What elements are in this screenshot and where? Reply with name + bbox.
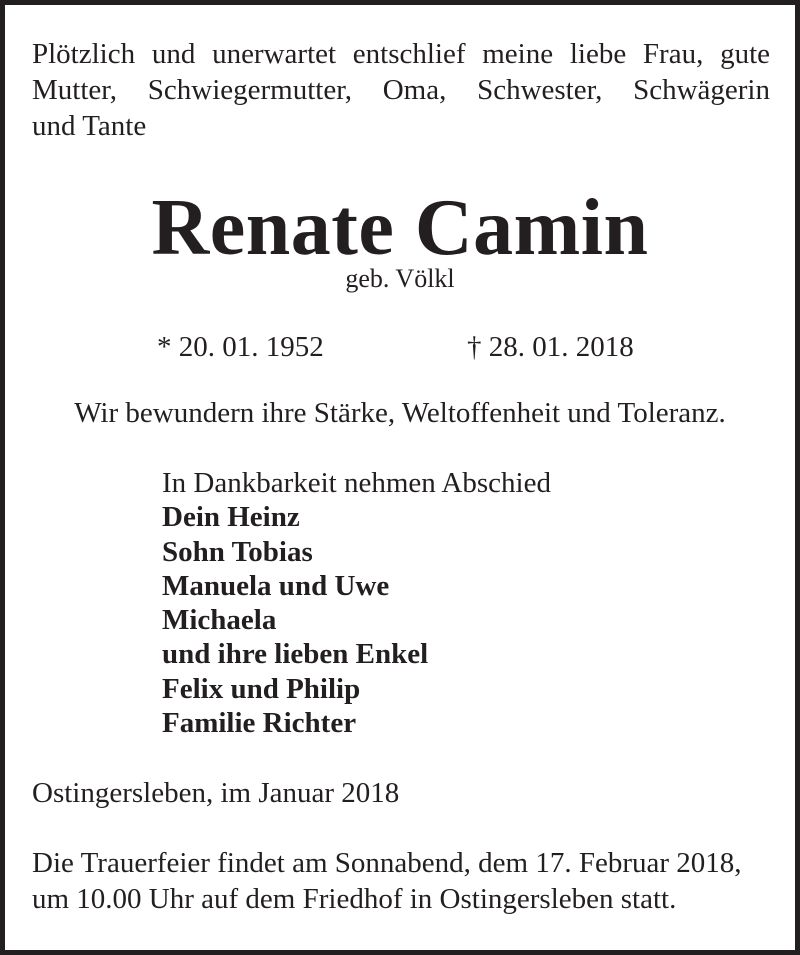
- intro-line-3: und Tante: [32, 110, 147, 142]
- deceased-name: Renate Camin: [151, 184, 649, 272]
- funeral-info: [32, 845, 742, 917]
- mourner: Sohn Tobias: [162, 535, 313, 568]
- mourner: und ihre lieben Enkel: [162, 638, 429, 671]
- mourner: Familie Richter: [162, 707, 357, 740]
- maiden-name: geb. Völkl: [345, 264, 455, 293]
- mourner: Felix und Philip: [162, 672, 361, 705]
- funeral-line-2: um 10.00 Uhr auf dem Friedhof in Ostingersleben statt.: [32, 883, 677, 915]
- intro-line-1: Plötzlich und unerwartet entschlief meine liebe Frau, gute: [32, 38, 770, 70]
- mourners-list: [162, 466, 551, 740]
- mourner: Dein Heinz: [162, 501, 300, 534]
- intro-text: [32, 36, 770, 108]
- mourner: Manuela und Uwe: [162, 569, 390, 602]
- mourners-intro: In Dankbarkeit nehmen Abschied: [162, 467, 551, 499]
- birth-date: * 20. 01. 1952: [157, 331, 324, 363]
- quote: Wir bewundern ihre Stärke, Weltoffenheit und Toleranz.: [74, 397, 726, 429]
- mourner: Michaela: [162, 604, 277, 637]
- intro-line-2: Mutter, Schwiegermutter, Oma, Schwester, Schwägerin: [32, 74, 770, 106]
- funeral-line-1: Die Trauerfeier findet am Sonnabend, dem 17. Februar 2018,: [32, 847, 742, 879]
- place-date: Ostingersleben, im Januar 2018: [32, 777, 400, 809]
- death-date: † 28. 01. 2018: [467, 331, 634, 363]
